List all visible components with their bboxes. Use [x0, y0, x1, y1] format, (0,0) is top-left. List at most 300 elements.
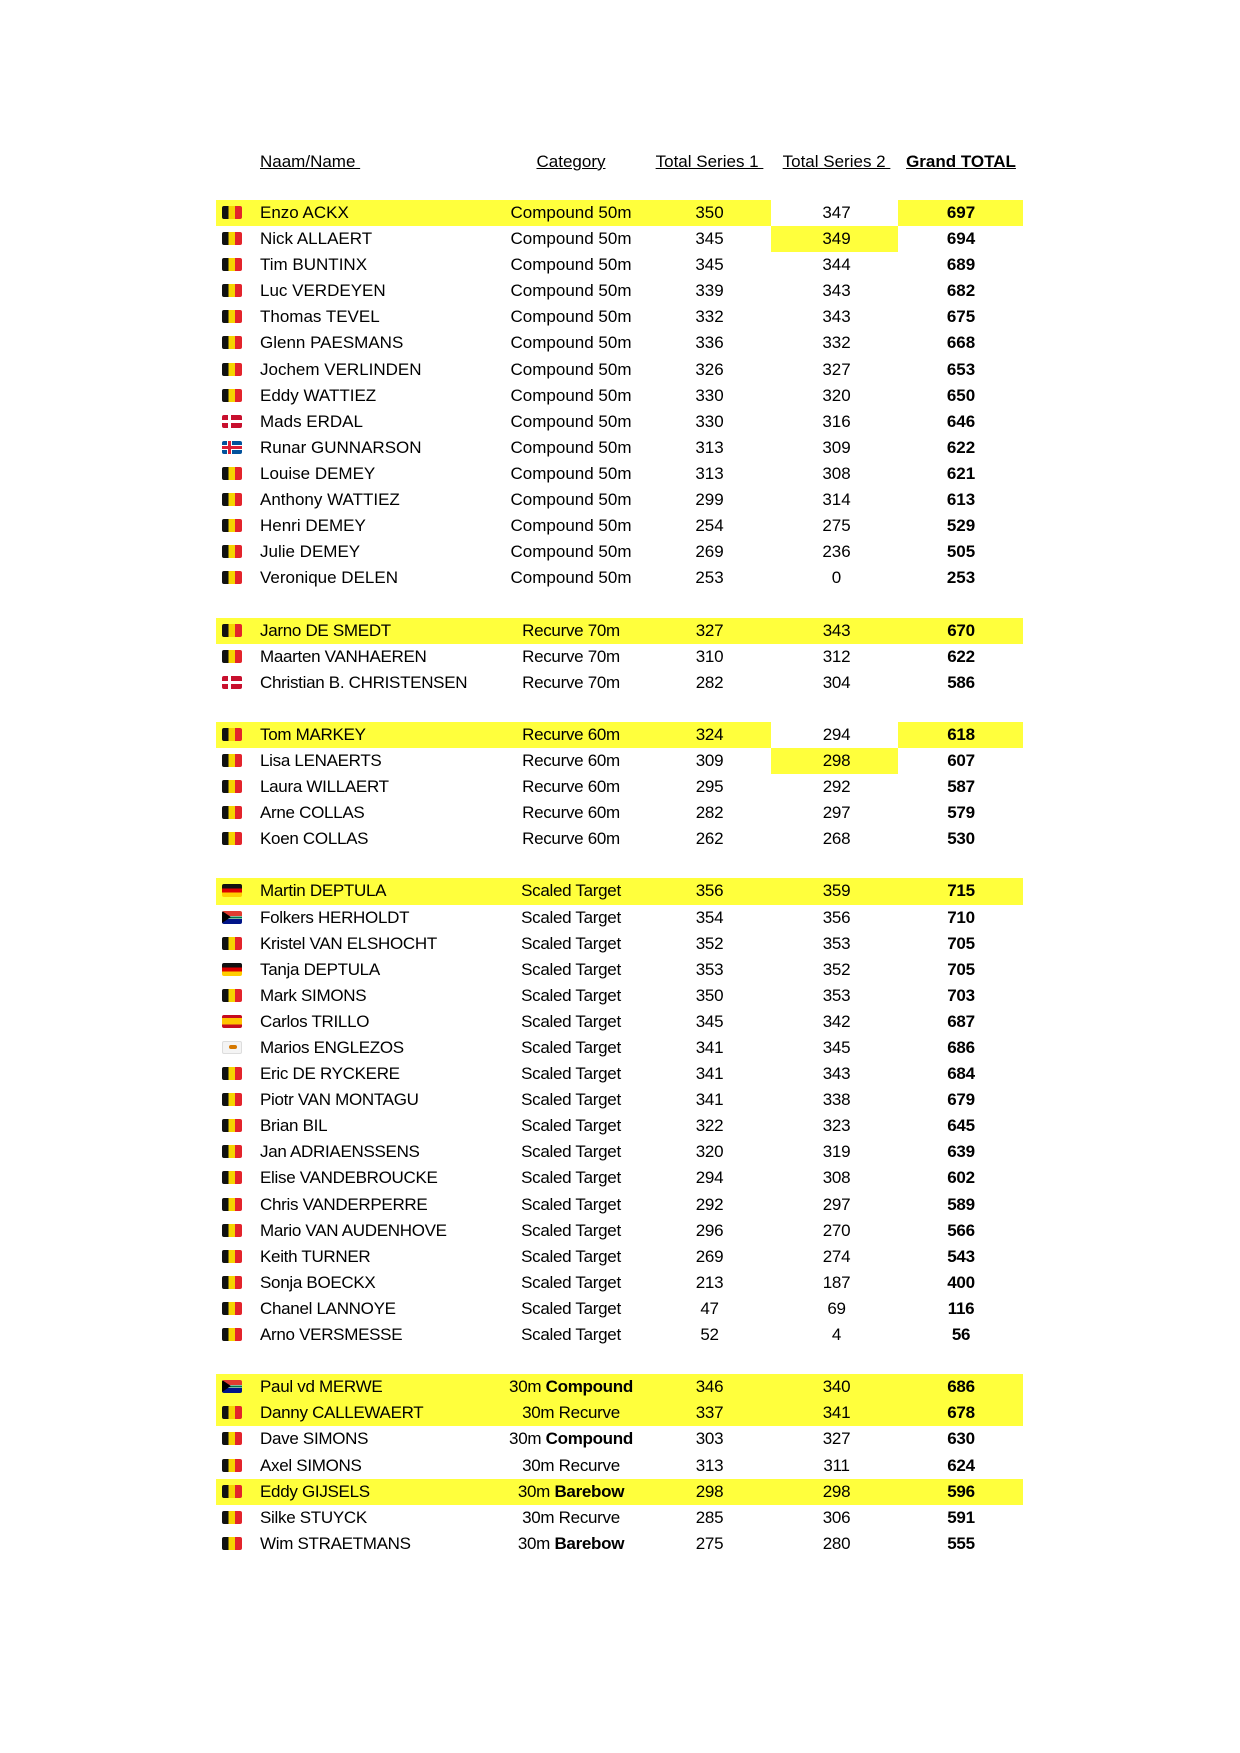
grand-total-score: 630 [947, 1429, 975, 1449]
category-bow-type: Barebow [554, 1533, 625, 1553]
header-series-1: Total Series 1 [655, 152, 764, 171]
flag-be-icon [222, 284, 242, 297]
group-separator [216, 1348, 1023, 1374]
table-row [216, 435, 1023, 461]
flag-be-icon [222, 1145, 242, 1158]
category [496, 1429, 646, 1449]
category: Compound 50m [510, 255, 632, 275]
table-row [216, 252, 1023, 278]
archer-name: Carlos TRILLO [260, 1011, 370, 1031]
archer-name: Julie DEMEY [260, 542, 361, 562]
series-1-score: 345 [695, 1011, 724, 1031]
archer-name: Lisa LENAERTS [260, 750, 382, 770]
series-1-score: 345 [695, 229, 724, 249]
table-row [216, 774, 1023, 800]
series-2-score: 319 [822, 1142, 851, 1162]
table-row [216, 1296, 1023, 1322]
grand-total-score: 400 [947, 1272, 975, 1292]
flag-dk-icon [222, 676, 242, 689]
series-2-score: 327 [822, 1429, 851, 1449]
category: Recurve 60m [522, 750, 620, 770]
table-row [216, 487, 1023, 513]
series-2-score: 356 [822, 907, 851, 927]
flag-be-icon [222, 206, 242, 219]
table-row [216, 1035, 1023, 1061]
table-row [216, 330, 1023, 356]
category [496, 1377, 646, 1397]
series-2-score: 308 [822, 1168, 851, 1188]
group-separator [216, 591, 1023, 617]
series-1-score: 47 [700, 1298, 719, 1318]
category-distance: 30m Recurve [522, 1455, 620, 1475]
series-1-score: 292 [695, 1194, 724, 1214]
grand-total-score: 621 [946, 463, 976, 483]
grand-total-score: 586 [947, 672, 975, 692]
series-1-score: 327 [695, 620, 724, 640]
category: Scaled Target [521, 1272, 621, 1292]
series-1-score: 295 [695, 777, 724, 797]
category: Compound 50m [510, 307, 632, 327]
table-row [216, 513, 1023, 539]
flag-be-icon [222, 806, 242, 819]
flag-cy-icon [222, 1041, 242, 1054]
archer-name: Folkers HERHOLDT [260, 907, 410, 927]
series-2-score: 308 [822, 463, 851, 483]
category: Compound 50m [510, 281, 632, 301]
category: Scaled Target [521, 933, 621, 953]
header-name: Naam/Name [260, 152, 361, 171]
series-2-score: 343 [822, 281, 851, 301]
grand-total-score: 689 [946, 255, 976, 275]
table-row [216, 1139, 1023, 1165]
header-grand-total: Grand TOTAL [906, 152, 1016, 171]
series-2-score: 268 [822, 829, 851, 849]
series-2-score: 274 [822, 1246, 851, 1266]
grand-total-score: 670 [947, 620, 975, 640]
grand-total-score: 645 [947, 1116, 975, 1136]
category: Compound 50m [510, 359, 632, 379]
flag-be-icon [222, 624, 242, 637]
grand-total-score: 705 [947, 959, 975, 979]
archer-name: Tom MARKEY [260, 724, 366, 744]
category: Compound 50m [510, 568, 632, 588]
archer-name: Jan ADRIAENSSENS [260, 1142, 420, 1162]
flag-be-icon [222, 1328, 242, 1341]
series-1-score: 313 [695, 1455, 724, 1475]
grand-total-score: 624 [947, 1455, 975, 1475]
table-row [216, 304, 1023, 330]
group-separator [216, 696, 1023, 722]
series-1-score: 330 [695, 411, 724, 431]
archer-name: Paul vd MERWE [260, 1377, 383, 1397]
category: Compound 50m [510, 229, 632, 249]
grand-total-score: 639 [947, 1142, 975, 1162]
series-1-score: 354 [695, 907, 724, 927]
grand-total-score: 618 [947, 724, 975, 744]
category-distance: 30m Recurve [522, 1507, 620, 1527]
table-row [216, 1009, 1023, 1035]
archer-name: Arno VERSMESSE [260, 1325, 403, 1345]
table-row [216, 1453, 1023, 1479]
grand-total-score: 686 [947, 1038, 975, 1057]
table-row [216, 1061, 1023, 1087]
flag-be-icon [222, 1537, 242, 1550]
flag-be-icon [222, 571, 242, 584]
series-1-score: 353 [695, 959, 724, 979]
flag-be-icon [222, 1198, 242, 1211]
category: Scaled Target [521, 881, 621, 901]
grand-total-score: 675 [946, 307, 976, 327]
category: Scaled Target [521, 1168, 621, 1188]
series-2-score: 0 [831, 568, 842, 588]
flag-be-icon [222, 1276, 242, 1289]
series-2-score: 345 [822, 1038, 851, 1057]
category: Scaled Target [521, 1038, 621, 1057]
series-1-score: 341 [695, 1038, 724, 1057]
archer-name: Jarno DE SMEDT [260, 620, 391, 640]
category [496, 1456, 646, 1476]
category: Recurve 70m [522, 646, 620, 666]
archer-name: Koen COLLAS [260, 829, 369, 849]
series-2-score: 347 [822, 203, 851, 222]
series-2-score: 294 [822, 724, 851, 744]
archer-name: Anthony WATTIEZ [260, 490, 400, 510]
grand-total-score: 596 [947, 1481, 975, 1501]
table-row [216, 1505, 1023, 1531]
category: Recurve 60m [522, 803, 620, 823]
series-1-score: 309 [695, 750, 724, 770]
category: Scaled Target [521, 1194, 621, 1214]
series-2-score: 280 [822, 1533, 851, 1553]
flag-be-icon [222, 1302, 242, 1315]
flag-be-icon [222, 389, 242, 402]
category: Recurve 70m [522, 620, 620, 640]
archer-name: Mads ERDAL [260, 411, 363, 431]
grand-total-score: 116 [947, 1298, 975, 1318]
table-row [216, 565, 1023, 591]
archer-name: Jochem VERLINDEN [260, 359, 422, 379]
archer-name: Chris VANDERPERRE [260, 1194, 428, 1214]
header-spacer [216, 176, 1023, 200]
series-2-score: 343 [822, 307, 851, 327]
category: Scaled Target [521, 1090, 621, 1110]
grand-total-score: 697 [946, 203, 976, 222]
grand-total-score: 705 [947, 933, 975, 953]
archer-name: Eddy GIJSELS [260, 1481, 370, 1501]
series-2-score: 298 [822, 750, 851, 770]
category-distance: 30m [517, 1533, 555, 1553]
grand-total-score: 602 [947, 1168, 975, 1188]
series-2-score: 309 [822, 437, 851, 457]
category-distance: 30m Recurve [522, 1403, 620, 1423]
archer-name: Elise VANDEBROUCKE [260, 1168, 438, 1188]
category: Compound 50m [510, 385, 632, 405]
flag-de-icon [222, 963, 242, 976]
series-2-score: 275 [822, 516, 851, 536]
archer-name: Arne COLLAS [260, 803, 365, 823]
category: Compound 50m [510, 516, 632, 536]
flag-de-icon [222, 884, 242, 897]
series-2-score: 352 [822, 959, 851, 979]
category: Scaled Target [521, 1064, 621, 1084]
series-2-score: 270 [822, 1220, 851, 1240]
series-2-score: 353 [822, 985, 851, 1005]
table-row [216, 826, 1023, 852]
archer-name: Tanja DEPTULA [260, 959, 380, 979]
category: Scaled Target [521, 1011, 621, 1031]
series-2-score: 304 [822, 672, 851, 692]
flag-be-icon [222, 258, 242, 271]
grand-total-score: 715 [947, 881, 975, 901]
series-1-score: 253 [695, 568, 724, 588]
series-2-score: 311 [823, 1455, 850, 1475]
archer-name: Tim BUNTINX [260, 255, 368, 275]
archer-name: Nick ALLAERT [260, 229, 373, 249]
category [496, 1534, 646, 1554]
grand-total-score: 566 [947, 1220, 975, 1240]
flag-be-icon [222, 310, 242, 323]
flag-be-icon [222, 832, 242, 845]
flag-be-icon [222, 1171, 242, 1184]
flag-es-icon [222, 1015, 242, 1028]
flag-be-icon [222, 336, 242, 349]
series-1-score: 310 [695, 646, 724, 666]
results-table [216, 150, 1023, 1557]
grand-total-score: 710 [947, 907, 975, 927]
archer-name: Louise DEMEY [260, 463, 376, 483]
flag-be-icon [222, 363, 242, 376]
grand-total-score: 694 [946, 229, 976, 249]
series-1-score: 269 [695, 542, 724, 562]
series-1-score: 320 [695, 1142, 724, 1162]
table-row [216, 1113, 1023, 1139]
flag-be-icon [222, 1485, 242, 1498]
series-1-score: 350 [695, 203, 724, 222]
archer-name: Eddy WATTIEZ [260, 385, 377, 405]
flag-be-icon [222, 232, 242, 245]
category: Compound 50m [510, 463, 632, 483]
table-row [216, 1192, 1023, 1218]
archer-name: Enzo ACKX [260, 203, 349, 222]
header-series-2: Total Series 2 [782, 152, 891, 171]
grand-total-score: 684 [947, 1064, 975, 1084]
archer-name: Keith TURNER [260, 1246, 371, 1266]
archer-name: Sonja BOECKX [260, 1272, 376, 1292]
category: Scaled Target [521, 1220, 621, 1240]
series-1-score: 269 [695, 1246, 724, 1266]
table-body [216, 200, 1023, 1557]
series-2-score: 343 [822, 1064, 851, 1084]
flag-be-icon [222, 1406, 242, 1419]
series-2-score: 353 [822, 933, 851, 953]
grand-total-score: 622 [947, 646, 975, 666]
archer-name: Maarten VANHAEREN [260, 646, 427, 666]
table-row [216, 618, 1023, 644]
series-2-score: 297 [822, 803, 851, 823]
category [496, 1482, 646, 1502]
grand-total-score: 686 [947, 1377, 975, 1397]
series-2-score: 69 [827, 1298, 846, 1318]
archer-name: Axel SIMONS [260, 1455, 362, 1475]
series-1-score: 303 [695, 1429, 724, 1449]
grand-total-score: 587 [947, 777, 975, 797]
series-1-score: 326 [695, 359, 724, 379]
table-row [216, 722, 1023, 748]
archer-name: Mario VAN AUDENHOVE [260, 1220, 447, 1240]
table-row [216, 1426, 1023, 1452]
grand-total-score: 650 [946, 385, 976, 405]
series-1-score: 356 [695, 881, 724, 901]
category [496, 1508, 646, 1528]
table-row [216, 1531, 1023, 1557]
table-row [216, 983, 1023, 1009]
flag-be-icon [222, 754, 242, 767]
archer-name: Eric DE RYCKERE [260, 1064, 400, 1084]
series-2-score: 316 [822, 411, 851, 431]
table-row [216, 931, 1023, 957]
category: Scaled Target [521, 985, 621, 1005]
series-1-score: 352 [695, 933, 724, 953]
flag-dk-icon [222, 415, 242, 428]
category: Compound 50m [510, 542, 632, 562]
category-bow-type: Barebow [554, 1481, 625, 1501]
series-2-score: 4 [831, 1325, 842, 1345]
series-1-score: 322 [695, 1116, 724, 1136]
table-row [216, 461, 1023, 487]
table-row [216, 383, 1023, 409]
category: Recurve 60m [522, 777, 620, 797]
series-2-score: 344 [822, 255, 851, 275]
category: Scaled Target [521, 1116, 621, 1136]
series-2-score: 298 [822, 1481, 851, 1501]
archer-name: Silke STUYCK [260, 1507, 367, 1527]
series-1-score: 341 [695, 1064, 724, 1084]
flag-be-icon [222, 989, 242, 1002]
table-row [216, 278, 1023, 304]
grand-total-score: 682 [946, 281, 976, 301]
category-distance: 30m [517, 1481, 555, 1501]
table-row [216, 539, 1023, 565]
archer-name: Henri DEMEY [260, 516, 366, 536]
archer-name: Danny CALLEWAERT [260, 1403, 424, 1423]
series-1-score: 282 [695, 672, 724, 692]
archer-name: Kristel VAN ELSHOCHT [260, 933, 437, 953]
category-bow-type: Compound [545, 1377, 633, 1397]
grand-total-score: 668 [946, 333, 976, 353]
category: Recurve 60m [522, 829, 620, 849]
grand-total-score: 589 [947, 1194, 975, 1214]
series-2-score: 314 [822, 490, 851, 510]
series-2-score: 297 [822, 1194, 851, 1214]
table-row [216, 878, 1023, 904]
category [496, 1403, 646, 1423]
archer-name: Mark SIMONS [260, 985, 367, 1005]
category: Scaled Target [521, 1246, 621, 1266]
grand-total-score: 253 [946, 568, 976, 588]
series-1-score: 341 [695, 1090, 724, 1110]
series-2-score: 340 [822, 1377, 851, 1397]
category: Recurve 70m [522, 672, 620, 692]
series-2-score: 187 [822, 1272, 851, 1292]
table-row [216, 409, 1023, 435]
series-1-score: 346 [695, 1377, 724, 1397]
table-row [216, 800, 1023, 826]
table-row [216, 200, 1023, 226]
archer-name: Luc VERDEYEN [260, 281, 386, 301]
grand-total-score: 505 [946, 542, 976, 562]
archer-name: Marios ENGLEZOS [260, 1038, 404, 1057]
table-row [216, 357, 1023, 383]
series-2-score: 342 [822, 1011, 851, 1031]
table-row [216, 748, 1023, 774]
series-1-score: 330 [695, 385, 724, 405]
grand-total-score: 591 [947, 1507, 975, 1527]
flag-be-icon [222, 780, 242, 793]
archer-name: Dave SIMONS [260, 1429, 369, 1449]
category-distance: 30m [509, 1429, 546, 1449]
series-1-score: 213 [695, 1272, 724, 1292]
archer-name: Brian BIL [260, 1116, 328, 1136]
grand-total-score: 679 [947, 1090, 975, 1110]
series-2-score: 306 [822, 1507, 851, 1527]
table-row [216, 1400, 1023, 1426]
category: Scaled Target [521, 959, 621, 979]
category: Compound 50m [510, 333, 632, 353]
category: Scaled Target [521, 1142, 621, 1162]
table-row [216, 670, 1023, 696]
table-row [216, 1374, 1023, 1400]
flag-be-icon [222, 937, 242, 950]
category: Compound 50m [510, 203, 632, 222]
table-row [216, 644, 1023, 670]
flag-be-icon [222, 467, 242, 480]
grand-total-score: 530 [947, 829, 975, 849]
grand-total-score: 56 [951, 1325, 971, 1345]
grand-total-score: 703 [947, 985, 975, 1005]
category: Compound 50m [510, 411, 632, 431]
series-1-score: 336 [695, 333, 724, 353]
archer-name: Piotr VAN MONTAGU [260, 1090, 419, 1110]
grand-total-score: 678 [947, 1403, 975, 1423]
table-row [216, 957, 1023, 983]
series-2-score: 332 [822, 333, 851, 353]
series-1-score: 282 [695, 803, 724, 823]
series-2-score: 359 [822, 881, 851, 901]
flag-be-icon [222, 1511, 242, 1524]
group-separator [216, 852, 1023, 878]
grand-total-score: 653 [946, 359, 976, 379]
series-1-score: 339 [695, 281, 724, 301]
flag-be-icon [222, 545, 242, 558]
archer-name: Wim STRAETMANS [260, 1533, 411, 1553]
series-1-score: 254 [695, 516, 724, 536]
grand-total-score: 607 [947, 750, 975, 770]
archer-name: Runar GUNNARSON [260, 437, 422, 457]
series-1-score: 275 [695, 1533, 724, 1553]
series-1-score: 313 [695, 437, 724, 457]
series-1-score: 298 [695, 1481, 724, 1501]
category: Scaled Target [521, 907, 621, 927]
table-row [216, 905, 1023, 931]
series-1-score: 337 [695, 1403, 724, 1423]
series-1-score: 296 [695, 1220, 724, 1240]
series-1-score: 52 [700, 1325, 719, 1345]
grand-total-score: 646 [946, 411, 976, 431]
series-1-score: 332 [695, 307, 724, 327]
category: Scaled Target [521, 1325, 621, 1345]
header-category: Category [536, 152, 606, 171]
flag-be-icon [222, 1432, 242, 1445]
